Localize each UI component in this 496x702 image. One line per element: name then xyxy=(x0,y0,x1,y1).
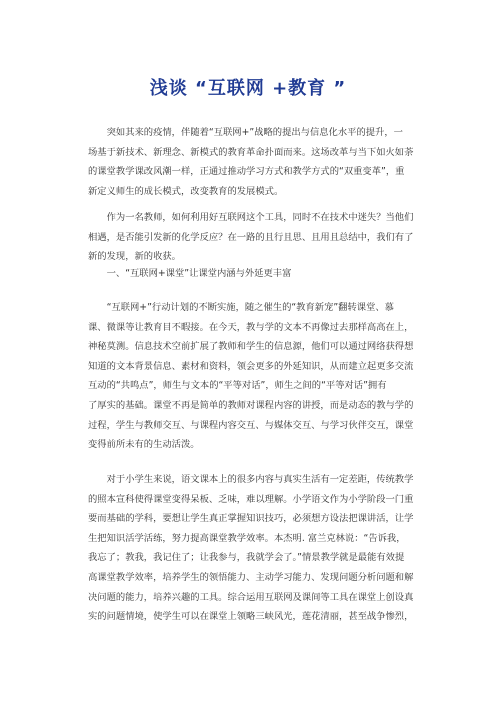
text-line: 我忘了；教我，我记住了；让我参与，我就学会了。”情景教学就是最能有效提 xyxy=(88,552,405,564)
text-line: 高课堂教学效率，培养学生的领悟能力、主动学习能力、发现问题分析问题和解 xyxy=(88,571,414,583)
paragraph-intro xyxy=(88,123,418,201)
paragraph-internet-plus xyxy=(88,298,418,455)
text-line: 变得前所未有的生动活泼。 xyxy=(88,439,200,451)
text-line: “互联网+”行动计划的不断实施，随之催生的“教育新宠”翻转课堂、慕 xyxy=(88,302,394,313)
text-line: 过程，学生与教师交互、与课程内容交互、与媒体交互、与学习伙伴交互，课堂 xyxy=(88,419,414,431)
text-line: 实的问题情境，使学生可以在课堂上领略三峡风光，莲花清丽，甚至战争惨烈， xyxy=(88,611,414,623)
text-line: 课、微课等让教育目不暇接。在今天，教与学的文本不再像过去那样高高在上， xyxy=(88,321,414,333)
document-title: 浅谈 “互联网 +教育 ” xyxy=(149,78,347,99)
text-line: 相遇，是否能引发新的化学反应？在一路的且行且思、且用且总结中，我们有了 xyxy=(88,231,414,243)
section-heading xyxy=(88,264,418,284)
section-heading-text: 一、“互联网+课堂”让课堂内涵与外延更丰富 xyxy=(88,268,292,279)
paragraph-primary-school xyxy=(88,470,418,627)
text-line: 的课堂教学课改风潮一样，正通过推动学习方式和教学方式的“双重变革”，重 xyxy=(88,166,405,178)
text-line: 决问题的能力，培养兴趣的工具。综合运用互联网及课间等工具在课堂上创设真 xyxy=(88,591,414,603)
paragraph-teacher xyxy=(88,208,418,267)
text-line: 神秘莫测。信息技术空前扩展了教师和学生的信息源，他们可以通过网络获得想 xyxy=(88,341,414,353)
text-line: 突如其来的疫情，伴随着“互联网+”战略的提出与信息化水平的提升，一 xyxy=(88,127,403,138)
text-line: 作为一名教师，如何利用好互联网这个工具，同时不在技术中迷失？当他们 xyxy=(88,212,414,223)
text-line: 要而基础的学科，要想让学生真正掌握知识技巧，必须想方设法把课讲活，让学 xyxy=(88,513,414,525)
text-line: 场基于新技术、新理念、新模式的教育革命扑面而来。这场改革与当下如火如荼 xyxy=(88,146,414,158)
text-line: 的照本宣科使得课堂变得呆板、乏味，难以理解。小学语文作为小学阶段一门重 xyxy=(88,493,414,505)
text-line: 对于小学生来说，语文课本上的很多内容与真实生活有一定差距，传统教学 xyxy=(88,474,414,485)
text-line: 新定义师生的成长模式，改变教育的发展模式。 xyxy=(88,185,284,197)
text-line: 知道的文本背景信息、素材和资料，领会更多的外延知识，从而建立起更多交流 xyxy=(88,360,414,372)
text-line: 生把知识活学活练，努力提高课堂教学效率。本杰明. 富兰克林说：“告诉我， xyxy=(88,532,406,544)
text-line: 新的发现，新的收获。 xyxy=(88,251,181,263)
text-line: 了厚实的基础。课堂不再是简单的教师对课程内容的讲授，而是动态的教与学的 xyxy=(88,399,414,411)
text-line: 互动的“共鸣点”，师生与文本的“平等对话”，师生之间的“平等对话”拥有 xyxy=(88,380,387,392)
